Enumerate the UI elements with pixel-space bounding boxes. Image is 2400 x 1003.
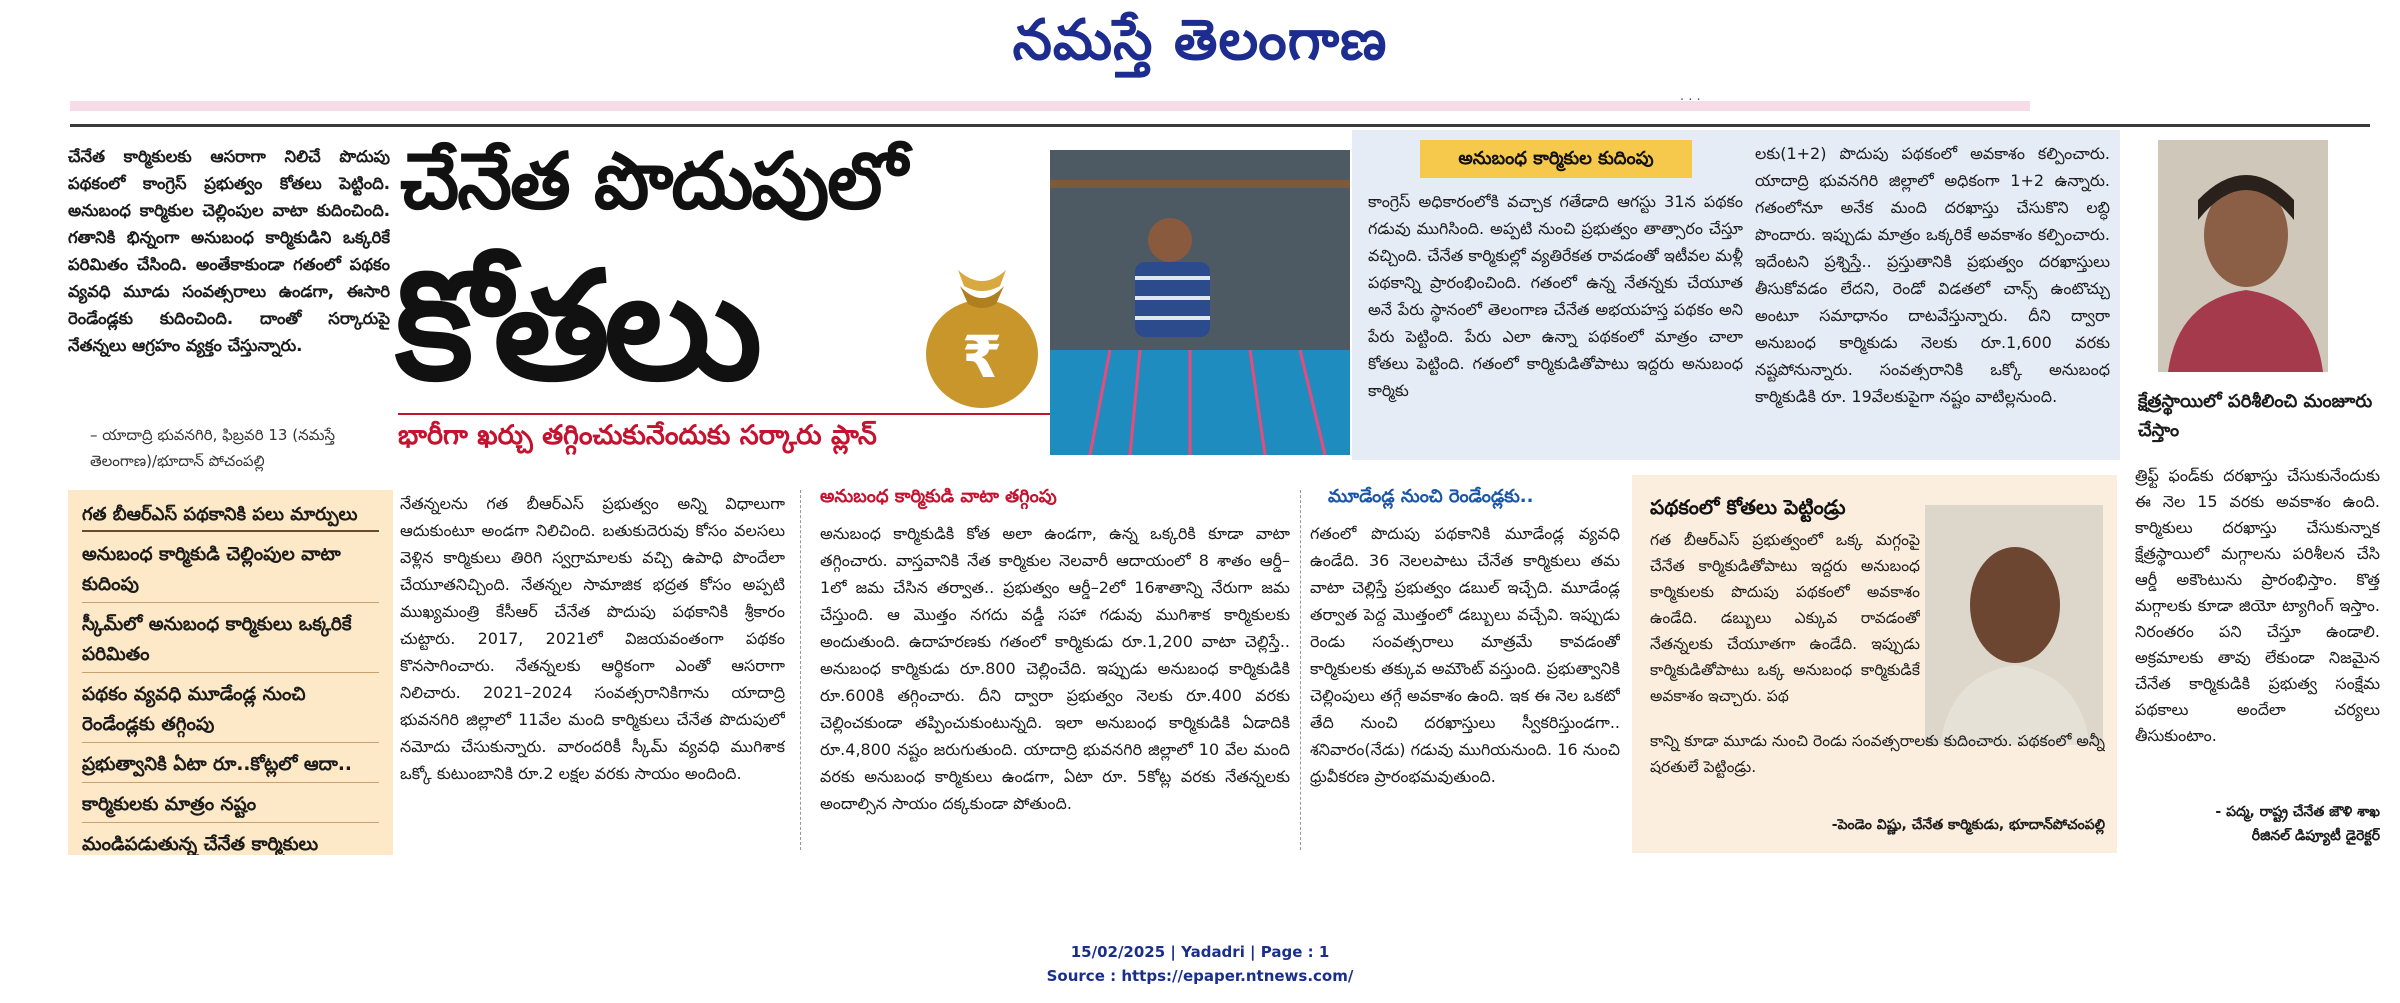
article-column-c: గతంలో పొదుపు పథకానికి మూడేండ్ల వ్యవధి ఉండేది. 36 నెలలపాటు చేనేత కార్మికులు తమ వాటా చెల్లిస్తే ప్రభుత్వం డబుల్ ఇచ్చేది. మూడేండ్ల తర్వాత పెద్ద మొత్తంలో డబ్బులు వచ్చేవి. ఇప్పుడు రెండు సంవత్సరాలు మాత్రమే కావడంతో కార్మికులకు తక్కువ అమౌంట్ వస్తుంది. ప్రభుత్వానికి చెల్లింపులు తగ్గే అవకాశం ఉంది. ఇక ఈ నెల ఒకటో తేది నుంచి దరఖాస్తులు స్వీకరిస్తుండగా.. శనివారం(నేడు) గడువు ముగియనుంది. 16 నుంచి ధ్రువీకరణ ప్రారంభమవుతుంది. (1310, 524, 1620, 786)
column-divider (800, 490, 801, 850)
headline-line2: కోతలు (395, 240, 757, 414)
weaver-quote-title: పథకంలో కోతలు పెట్టిండ్రు (1650, 495, 1846, 519)
intro-paragraph: చేనేత కార్మికులకు ఆసరాగా నిలిచే పొదుపు పథకంలో కాంగ్రెస్ ప్రభుత్వం కోతలు పెట్టింది. అనుబంధ కార్మికుల చెల్లింపుల వాటా కుదించింది. గతానికి భిన్నంగా అనుబంధ కార్మికుడిని ఒక్కరికే పరిమితం చేసింది. అంతేకాకుండా గతంలో పథకం వ్యవధి మూడు సంవత్సరాలు ఉండగా, ఈసారి రెండేండ్లకు కుదించింది. దాంతో సర్కారుపై నేతన్నలు ఆగ్రహం వ్యక్తం చేస్తున్నారు. (68, 147, 390, 355)
sidebar-item: అనుబంధ కార్మికుడి చెల్లింపుల వాటా కుదింపు (82, 540, 379, 603)
article-column-b: అనుబంధ కార్మికుడికి కోత అలా ఉండగా, ఉన్న ఒక్కరికి కూడా వాటా తగ్గించారు. వాస్తవానికి నేత కార్మికుల నెలవారీ ఆదాయంలో 8 శాతం ఆర్డీ–1లో జమ చేసిన తర్వాత.. ప్రభుత్వం ఆర్డీ–2లో 16శాతాన్ని నేరుగా జమ చేస్తుంది. ఆ మొత్తం నగదు వడ్డీ సహా గడువు ముగిశాక కార్మికులకు అందుతుంది. ఉదాహరణకు గతంలో కార్మికుడు రూ.1,200 వాటా చెల్లిస్తే.. అనుబంధ కార్మికుడు రూ.800 చెల్లించేది. ఇప్పుడు అనుబంధ కార్మికుడికి రూ.600కి తగ్గించారు. దీని ద్వారా ప్రభుత్వం నెలకు రూ.400 వరకు చెల్లించకుండా తప్పించుకుంటున్నది. ఇలా అనుబంధ కార్మికుడికి ఏడాదికి రూ.4,800 నష్టం జరుగుతుంది. యాదాద్రి భువనగిరి జిల్లాలో 10 వేల మంది వరకు అనుబంధ కార్మికులు ఉండగా, ఏటా రూ. 5కోట్ల వరకు నేతన్నలకు అందాల్సిన సాయం దక్కకుండా పోతుంది. (820, 524, 1290, 813)
money-bag-icon (920, 252, 1045, 410)
top-rule (70, 124, 2370, 127)
footer-edition-info: 15/02/2025 | Yadadri | Page : 1 (1070, 943, 1330, 961)
quote-body: త్రిఫ్ట్ ఫండ్‌కు దరఖాస్తు చేసుకునేందుకు ఈ నెల 15 వరకు అవకాశం ఉంది. కార్మికులు దరఖాస్తు చేసుకున్నాక క్షేత్రస్థాయిలో మగ్గాలను పరిశీలన చేసి ఆర్డీ అకౌంటును ప్రారంభిస్తాం. కొత్త మగ్గాలకు కూడా జియో ట్యాగింగ్ ఇస్తాం. నిరంతరం పని చేస్తూ ఉండాలి. అక్రమాలకు తావు లేకుండా నిజమైన చేనేత కార్మికుడికి ప్రభుత్వ సంక్షేమ పథకాలు అందేలా చర్యలు తీసుకుంటాం. (2135, 466, 2380, 745)
quote-credit-name: - పద్మ, రాష్ట్ర చేనేత జౌళి శాఖ (2215, 804, 2380, 820)
sidebar-item: ప్రభుత్వానికి ఏటా రూ..కోట్లలో ఆదా.. (82, 750, 379, 783)
footer-source-link[interactable]: Source : https://epaper.ntnews.com/ (1046, 967, 1354, 985)
quote-heading: క్షేత్రస్థాయిలో పరిశీలించి మంజూరు చేస్తాం (2138, 391, 2373, 441)
headline-line1: చేనేత పొదుపులో (400, 137, 906, 227)
anubandha-box-text-2: లకు(1+2) పొదుపు పథకంలో అవకాశం కల్పించారు. యాదాద్రి భువనగిరి జిల్లాలో అధికంగా 1+2 ఉన్నారు. గతంలోనూ అనేక మంది దరఖాస్తు చేసుకొని లబ్ధి పొందారు. ఇప్పుడు మాత్రం ఒక్కరికే అవకాశం కల్పించారు. ఇదేంటని ప్రశ్నిస్తే.. ప్రస్తుతానికి ప్రభుత్వం దరఖాస్తులు తీసుకోవడం లేదని, రెండో విడతలో చాన్స్ ఉంటొచ్చు అంటూ సమాధానం దాటవేస్తున్నారు. దీని ద్వారా అనుబంధ కార్మికుడు నెలకు రూ.1,600 వరకు నష్టపోనున్నారు. సంవత్సరానికి ఒక్కో అనుబంధ కార్మికుడికి రూ. 19వేలకుపైగా నష్టం వాటిల్లనుంది. (1755, 144, 2110, 406)
sidebar-item: కార్మికులకు మాత్రం నష్టం (82, 790, 379, 823)
official-portrait-photo (2158, 140, 2328, 372)
weaver-quote-text: గత బీఆర్ఎస్ ప్రభుత్వంలో ఒక్క మగ్గంపై చేనేత కార్మికుడితోపాటు ఇద్దరు అనుబంధ కార్మికులకు పొదుపు పథకంలో అవకాశం ఉండేది. డబ్బులు ఎక్కువ రావడంతో నేతన్నలకు చేయూతగా ఉండేది. ఇప్పుడు కార్మికుడితోపాటు ఒక్క అనుబంధ కార్మికుడికే అవకాశం ఇచ్చారు. పథ (1650, 531, 1920, 705)
top-strip-text: · · · (1680, 93, 1701, 108)
column-divider (1300, 490, 1301, 850)
sidebar-item: పథకం వ్యవధి మూడేండ్ల నుంచి రెండేండ్లకు తగ్గింపు (82, 680, 379, 743)
changes-sidebar (68, 490, 393, 855)
column-b-title: అనుబంధ కార్మికుడి వాటా తగ్గింపు (820, 486, 1057, 507)
article-column-a: నేతన్నలను గత బీఆర్ఎస్ ప్రభుత్వం అన్ని విధాలుగా ఆదుకుంటూ అండగా నిలిచింది. బతుకుదెరువు కోసం వలసలు వెళ్లిన కార్మికులు తిరిగి స్వగ్రామాలకు వచ్చి ఉపాధి పొందేలా చేయూతనిచ్చింది. నేతన్నల సామాజిక భద్రత కోసం అప్పటి ముఖ్యమంత్రి కేసీఆర్ చేనేత పొదుపు పథకానికి శ్రీకారం చుట్టారు. 2017, 2021లో విజయవంతంగా పథకం కొనసాగించారు. నేతన్నలకు ఆర్థికంగా ఎంతో ఆసరాగా నిలిచారు. 2021–2024 సంవత్సరానికిగాను యాదాద్రి భువనగిరి జిల్లాలో 11వేల మంది కార్మికులు చేనేత పొదుపులో నమోదు చేసుకున్నారు. వారందరికీ స్కీమ్ వ్యవధి ముగిశాక ఒక్కో కుటుంబానికి రూ.2 లక్షల వరకు సాయం అందింది. (400, 494, 785, 783)
sidebar-title: గత బీఆర్ఎస్ పథకానికి పలు మార్పులు (82, 500, 379, 532)
subheadline: భారీగా ఖర్చు తగ్గించుకునేందుకు సర్కారు ప్లాన్ (398, 413, 1063, 455)
weaver-photo (1050, 150, 1350, 455)
quote-credit-title: రీజినల్ డిప్యూటీ డైరెక్టర్ (2251, 828, 2380, 844)
quote-credit (2135, 800, 2380, 850)
anubandha-box-title: అనుబంధ కార్మికుల కుదింపు (1420, 140, 1692, 178)
rupee-symbol: ₹ (961, 323, 1003, 391)
sidebar-item: మండిపడుతున్న చేనేత కార్మికులు (82, 830, 379, 855)
weaver-quote-text-continued: కాన్ని కూడా మూడు నుంచి రెండు సంవత్సరాలకు కుదించారు. పథకంలో అన్నీ షరతులే పెట్టిండ్రు. (1650, 732, 2105, 776)
anubandha-box-text-1: కాంగ్రెస్ అధికారంలోకి వచ్చాక గతేడాది ఆగస్టు 31న పథకం గడువు ముగిసింది. అప్పటి నుంచి ప్రభుత్వం తాత్సారం చేస్తూ వచ్చింది. చేనేత కార్మికుల్లో వ్యతిరేకత రావడంతో ఇటీవల మళ్లీ పథకాన్ని ప్రారంభించింది. గతంలో ఉన్న నేతన్నకు చేయూత అనే పేరు స్థానంలో తెలంగాణ చేనేత అభయహస్త పథకం అని పేరు పెట్టింది. పేరు ఎలా ఉన్నా పథకంలో మాత్రం చాలా కోతలు పెట్టింది. గతంలో కార్మికుడితోపాటు ఇద్దరు అనుబంధ కార్మికు (1368, 192, 1743, 400)
weaver-quote-credit: -పెండెం విష్ణు, చేనేత కార్మికుడు, భూదాన్‌పోచంపల్లి (1831, 817, 2105, 833)
sidebar-item: స్కీమ్‌లో అనుబంధ కార్మికులు ఒక్కరికే పరిమితం (82, 610, 379, 673)
masthead-logo: నమస్తే తెలంగాణ (1012, 7, 1388, 73)
dateline: – యాదాద్రి భువనగిరి, ఫిబ్రవరి 13 (నమస్తే తెలంగాణ)/భూదాన్ పోచంపల్లి (90, 426, 336, 470)
weaver-portrait-photo (1925, 505, 2103, 745)
column-c-title: మూడేండ్ల నుంచి రెండేండ్లకు.. (1328, 486, 1534, 507)
